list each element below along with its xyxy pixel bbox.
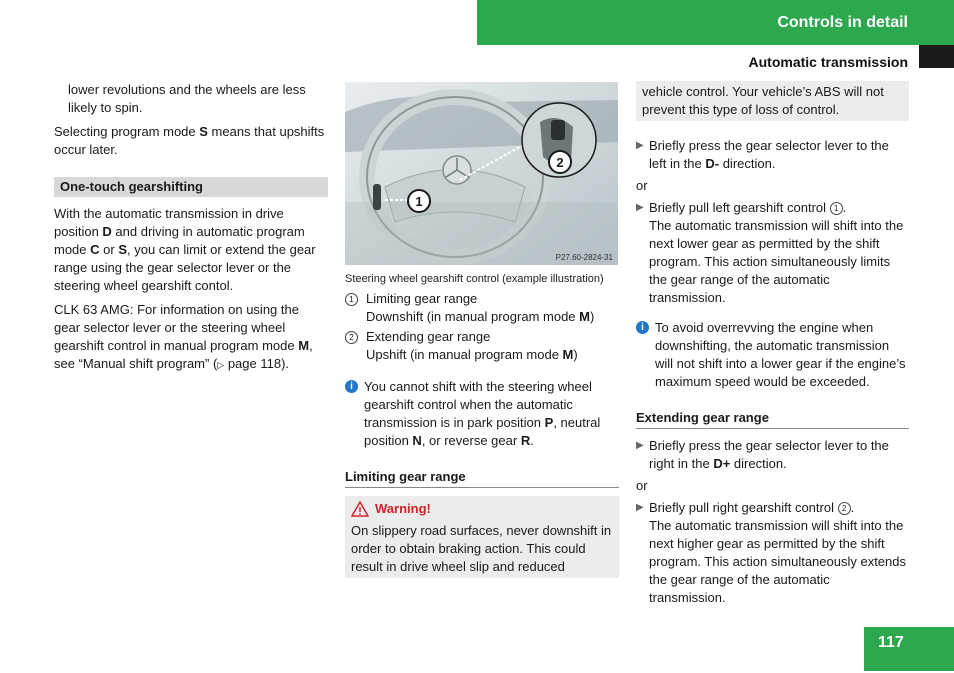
legend-item-1: 1 Limiting gear range Downshift (in manual program mode M): [345, 290, 619, 326]
info-icon: i: [345, 380, 358, 393]
figure-caption: Steering wheel gearshift control (example illustration): [345, 273, 604, 285]
bullet-triangle-icon: ▶: [636, 502, 644, 513]
callout-marker-1: 1: [415, 194, 423, 209]
continued-text: lower revolutions and the wheels are less likely to spin.: [68, 82, 306, 115]
callout-marker-2: 2: [556, 155, 564, 170]
image-code: P27.60-2824-31: [555, 253, 613, 262]
callout-number: 2: [345, 331, 358, 344]
callout-number: 2: [838, 502, 851, 515]
chapter-header: [477, 0, 954, 45]
section-title: Automatic transmission: [748, 54, 908, 70]
instruction-pull-left: ▶ Briefly pull left gearshift control 1 . The automatic transmission will shift into the next lower gear as permitted by the shift program. This action simultaneously limits the gear range of the automatic transmission.: [636, 200, 904, 305]
limiting-heading: Limiting gear range: [345, 468, 619, 488]
one-touch-paragraph: With the automatic transmission in drive position D and driving in automatic program mode C or S, you can limit or extend the gear range using the gear selector lever or the steering wheel gearshift contol.: [54, 206, 316, 293]
instruction-press-left: ▶ Briefly press the gear selector lever to the left in the D- direction.: [636, 138, 889, 171]
amg-paragraph: CLK 63 AMG: For information on using the gear selector lever or the steering wheel gearshift control in manual program mode M, see “Manual shift program” (▷ page 118).: [54, 302, 313, 371]
info-icon: i: [636, 321, 649, 334]
column-2: [345, 82, 619, 578]
warning-triangle-icon: [351, 501, 369, 517]
bullet-triangle-icon: ▶: [636, 440, 644, 451]
instruction-press-right: ▶ Briefly press the gear selector lever to the right in the D+ direction.: [636, 438, 889, 471]
chapter-tab-marker: [919, 45, 954, 68]
one-touch-heading: One-touch gearshifting: [54, 177, 328, 197]
legend-item-2: 2 Extending gear range Upshift (in manual program mode M): [345, 328, 619, 364]
info-note: i You cannot shift with the steering wheel gearshift control when the automatic transmission is in park position P, neutral position N, or reverse gear R.: [345, 378, 619, 450]
extending-heading: Extending gear range: [636, 409, 909, 429]
page-ref-arrow-icon: ▷: [217, 360, 225, 370]
warning-text: On slippery road surfaces, never downshift in order to obtain braking action. This could result in drive wheel slip and reduced: [351, 523, 612, 574]
bullet-triangle-icon: ▶: [636, 202, 644, 213]
warning-title: Warning!: [375, 501, 431, 516]
page-ref-link[interactable]: page 118).: [224, 356, 290, 371]
chapter-title: Controls in detail: [777, 13, 908, 31]
callout-number: 1: [830, 202, 843, 215]
instruction-pull-right: ▶ Briefly pull right gearshift control 2 . The automatic transmission will shift into the next higher gear as permitted by the shift program. This action simultaneously extends the gear range of the automatic transmission.: [636, 500, 906, 605]
warning-box: [345, 496, 619, 578]
or-text: or: [636, 178, 648, 193]
page-number: 117: [864, 627, 954, 671]
column-1: [54, 81, 328, 380]
or-text: or: [636, 478, 648, 493]
callout-number: 1: [345, 293, 358, 306]
warning-continued-box: vehicle control. Your vehicle’s ABS will not prevent this type of loss of control.: [636, 81, 909, 121]
info-note-overrev: i To avoid overrevving the engine when downshifting, the automatic transmission will not shift into a lower gear if the engine’s maximum speed would be exceeded.: [636, 319, 909, 391]
steering-wheel-photo: [345, 82, 618, 265]
column-3: [636, 81, 909, 611]
program-s-paragraph: Selecting program mode S means that upshifts occur later.: [54, 124, 325, 157]
bullet-triangle-icon: ▶: [636, 140, 644, 151]
